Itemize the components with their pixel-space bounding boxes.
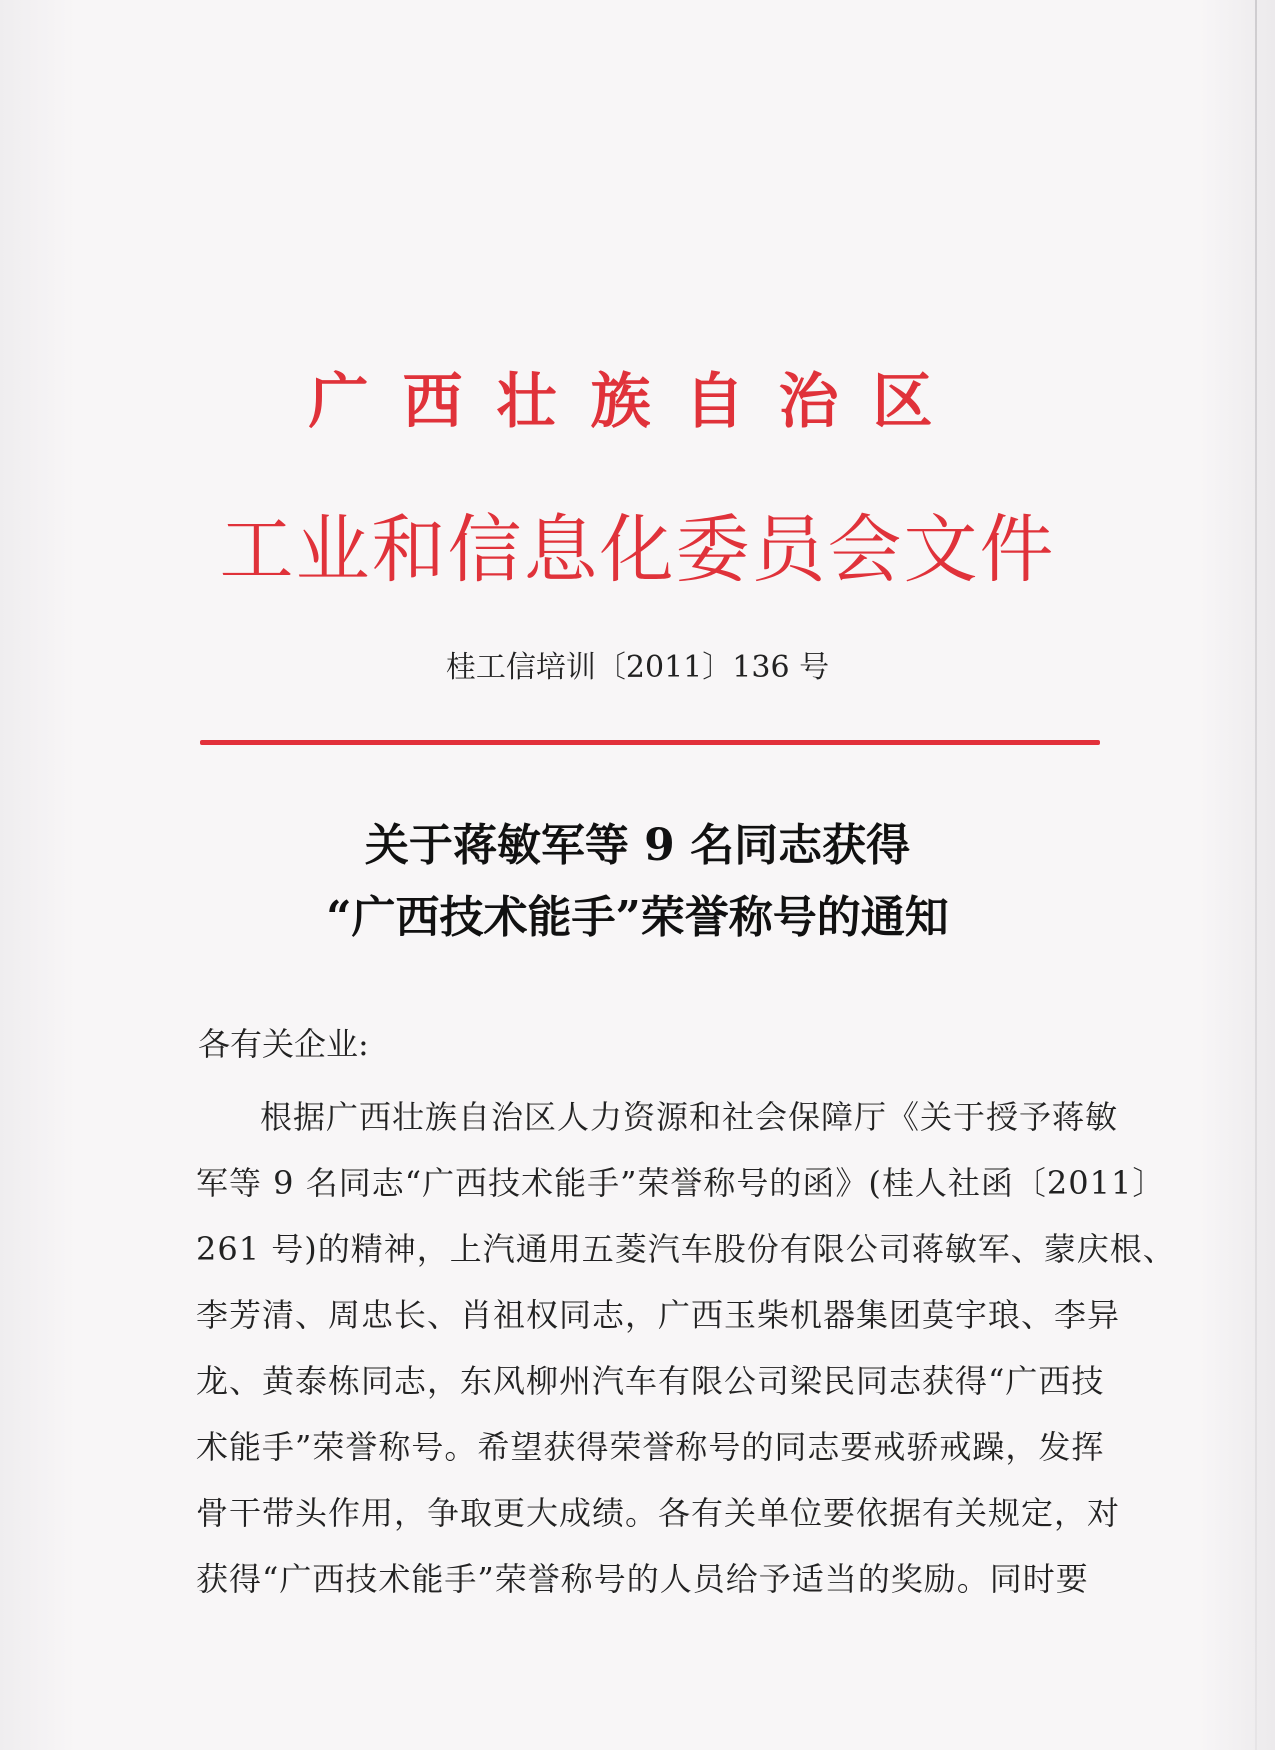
body-line: 李芳清、周忠长、肖祖权同志，广西玉柴机器集团莫宇琅、李异 (196, 1296, 1121, 1334)
body-line: 根据广西壮族自治区人力资源和社会保障厅《关于授予蒋敏 (260, 1098, 1119, 1136)
body-line: 军等 9 名同志“广西技术能手”荣誉称号的函》(桂人社函〔2011〕 (196, 1164, 1166, 1202)
body-line: 261 号)的精神，上汽通用五菱汽车股份有限公司蒋敏军、蒙庆根、 (196, 1230, 1176, 1268)
issuer-title: 工业和信息化委员会文件 (219, 507, 1056, 593)
red-divider (200, 740, 1100, 745)
body-line: 获得“广西技术能手”荣誉称号的人员给予适当的奖励。同时要 (196, 1560, 1089, 1598)
body-line: 骨干带头作用，争取更大成绩。各有关单位要依据有关规定，对 (196, 1494, 1121, 1532)
body-text (196, 1084, 1176, 1612)
salutation: 各有关企业: (198, 1025, 369, 1063)
issuer-region: 广西壮族自治区 (308, 367, 967, 437)
body-line: 龙、黄泰栋同志，东风柳州汽车有限公司梁民同志获得“广西技 (196, 1362, 1105, 1400)
document-number: 桂工信培训〔2011〕136 号 (445, 650, 830, 685)
notice-title-line-2: “广西技术能手”荣誉称号的通知 (326, 892, 949, 943)
notice-title-line-1: 关于蒋敏军等 9 名同志获得 (364, 820, 911, 871)
notice-title (0, 810, 1275, 954)
body-line: 术能手”荣誉称号。希望获得荣誉称号的同志要戒骄戒躁，发挥 (196, 1428, 1105, 1466)
